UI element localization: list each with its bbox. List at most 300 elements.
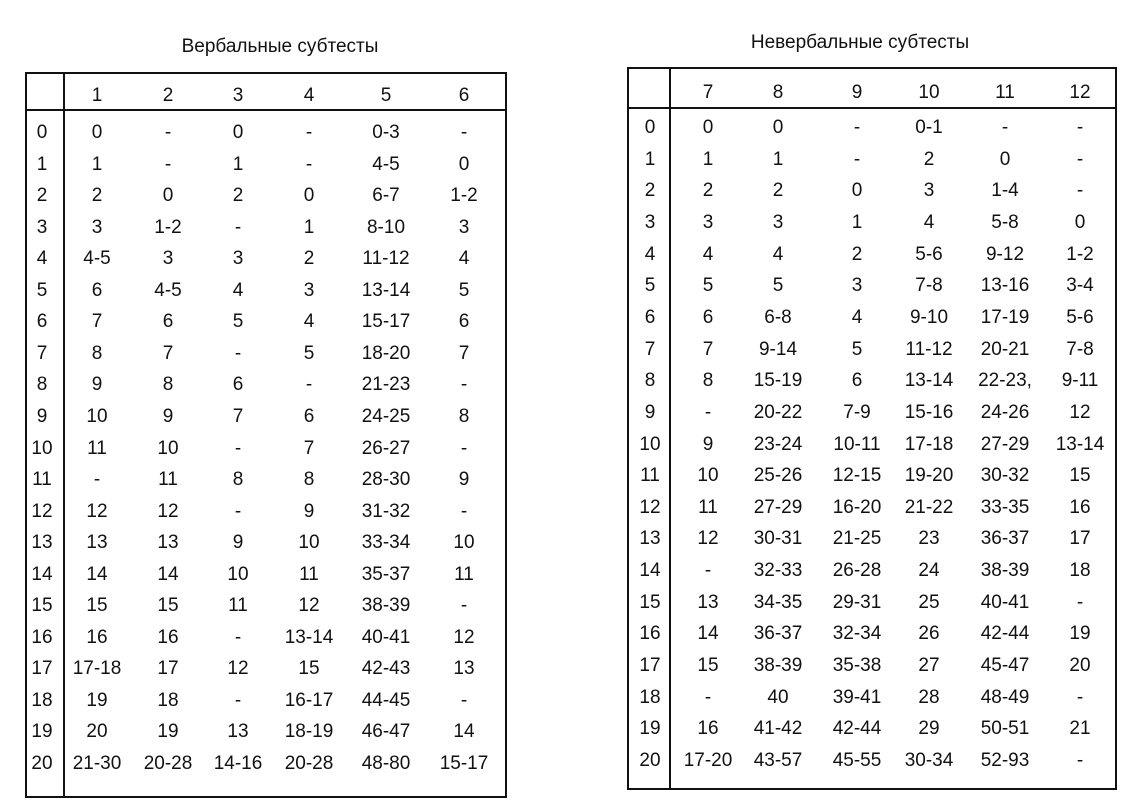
table-cell: 36-37 xyxy=(753,623,803,645)
table-cell: 0 xyxy=(458,153,470,175)
table-cell: 3 xyxy=(772,211,784,233)
table-cell: 8 xyxy=(91,342,103,364)
table-cell: 2 xyxy=(851,243,863,265)
row-label: 14 xyxy=(639,560,661,582)
table-cell: 2 xyxy=(702,180,714,202)
row-label: 3 xyxy=(644,211,656,233)
row-label: 20 xyxy=(639,750,661,771)
table-cell: 26 xyxy=(918,623,940,645)
table-cell: 5 xyxy=(772,275,784,297)
table-cell: 1 xyxy=(303,216,315,238)
column-header: 2 xyxy=(162,85,174,106)
table-cell: - xyxy=(164,153,172,175)
table-cell: 45-55 xyxy=(832,750,882,771)
table-cell: 4 xyxy=(303,311,315,333)
table-cell: 0 xyxy=(999,148,1011,170)
row-label: 3 xyxy=(36,216,48,238)
table-cell: 30-31 xyxy=(753,528,803,550)
nonverbal-subtests-table xyxy=(627,67,1117,790)
row-label: 1 xyxy=(36,153,48,175)
table-cell: 21-22 xyxy=(904,496,954,518)
table-cell: 10-11 xyxy=(833,433,881,455)
table-cell: 11 xyxy=(158,469,178,491)
row-label: 0 xyxy=(644,117,656,138)
table-cell: 13 xyxy=(697,591,719,613)
row-label: 6 xyxy=(36,311,48,333)
table-cell: 31-32 xyxy=(361,500,411,522)
table-cell: 0 xyxy=(162,185,174,207)
table-cell: - xyxy=(1076,117,1084,138)
table-cell: 12 xyxy=(1069,401,1091,423)
table-cell: 19-20 xyxy=(904,465,954,487)
row-label: 5 xyxy=(36,279,48,301)
table-cell: 16 xyxy=(697,718,719,740)
table-cell: 13 xyxy=(86,532,108,554)
table-cell: 35-38 xyxy=(832,655,882,677)
table-cell: 22-23, xyxy=(978,370,1032,392)
table-cell: 45-47 xyxy=(980,655,1030,677)
table-cell: 9 xyxy=(232,532,244,554)
row-label: 4 xyxy=(36,248,48,270)
row-label: 14 xyxy=(31,563,53,585)
table-cell: 20 xyxy=(86,721,108,743)
table-cell: 9 xyxy=(458,469,470,491)
table-cell: 6 xyxy=(162,311,174,333)
table-cell: - xyxy=(704,560,712,582)
table-cell: 15-16 xyxy=(904,401,954,423)
row-label: 7 xyxy=(36,342,48,364)
table-cell: 11 xyxy=(698,496,718,518)
table-cell: 26-27 xyxy=(361,437,411,459)
header-divider xyxy=(25,109,507,111)
row-label: 6 xyxy=(644,306,656,328)
table-cell: 10 xyxy=(453,532,475,554)
table-cell: 36-37 xyxy=(980,528,1030,550)
table-cell: 6-7 xyxy=(372,185,400,207)
table-cell: 27-29 xyxy=(753,496,803,518)
row-label: 16 xyxy=(31,626,53,648)
row-label: 10 xyxy=(31,437,53,459)
table-cell: 16 xyxy=(1069,496,1091,518)
table-cell: 17-18 xyxy=(904,433,954,455)
table-cell: 3-4 xyxy=(1066,275,1094,297)
table-cell: 7 xyxy=(303,437,315,459)
table-cell: 1 xyxy=(851,211,863,233)
table-cell: 28-30 xyxy=(361,469,411,491)
table-cell: - xyxy=(234,689,242,711)
table-cell: 15-19 xyxy=(753,370,803,392)
row-label: 8 xyxy=(36,374,48,396)
table-cell: - xyxy=(1076,686,1084,708)
table-cell: - xyxy=(460,122,468,143)
table-cell: 13-14 xyxy=(361,279,411,301)
table-cell: 0 xyxy=(303,185,315,207)
table-cell: 5 xyxy=(458,279,470,301)
table-cell: 0 xyxy=(232,122,244,143)
table-cell: 1-2 xyxy=(154,216,182,238)
verbal-subtests-title: Вербальные субтесты xyxy=(181,36,379,57)
row-label: 8 xyxy=(644,370,656,392)
table-cell: 48-49 xyxy=(980,686,1030,708)
table-cell: 15 xyxy=(86,595,108,617)
table-cell: 17-19 xyxy=(980,306,1030,328)
table-cell: 38-39 xyxy=(361,595,411,617)
table-cell: 5-6 xyxy=(915,243,943,265)
nonverbal-subtests-title: Невербальные субтесты xyxy=(750,32,970,53)
row-label: 2 xyxy=(644,180,656,202)
row-label: 5 xyxy=(644,275,656,297)
table-cell: 7 xyxy=(232,405,244,427)
table-cell: 33-35 xyxy=(980,496,1030,518)
table-cell: 1-2 xyxy=(1066,243,1094,265)
table-cell: 5 xyxy=(232,311,244,333)
table-cell: 18-20 xyxy=(361,342,411,364)
table-cell: 12-15 xyxy=(832,465,882,487)
table-cell: 10 xyxy=(86,405,108,427)
table-cell: 0-1 xyxy=(915,117,943,138)
table-cell: - xyxy=(460,374,468,396)
table-cell: 27-29 xyxy=(980,433,1030,455)
table-cell: 17 xyxy=(1069,528,1091,550)
table-cell: - xyxy=(460,595,468,617)
table-cell: 20 xyxy=(1069,655,1091,677)
table-cell: 4 xyxy=(923,211,935,233)
row-label-divider xyxy=(669,67,671,790)
table-cell: 40 xyxy=(767,686,789,708)
row-label: 17 xyxy=(31,658,53,680)
table-cell: 16 xyxy=(157,626,179,648)
table-cell: 7-8 xyxy=(1066,338,1094,360)
row-label: 11 xyxy=(640,465,660,487)
table-cell: - xyxy=(1001,117,1009,138)
row-label: 2 xyxy=(36,185,48,207)
table-cell: 8 xyxy=(232,469,244,491)
table-cell: 18-19 xyxy=(284,721,334,743)
table-cell: 8-10 xyxy=(366,216,406,238)
table-cell: 14 xyxy=(86,563,108,585)
table-cell: 0 xyxy=(91,122,103,143)
table-cell: 43-57 xyxy=(753,750,803,771)
table-cell: 38-39 xyxy=(980,560,1030,582)
table-cell: 21-30 xyxy=(72,753,122,774)
table-cell: 2 xyxy=(303,248,315,270)
table-cell: 35-37 xyxy=(361,563,411,585)
table-cell: 13-14 xyxy=(904,370,954,392)
table-cell: 42-43 xyxy=(361,658,411,680)
table-cell: - xyxy=(234,342,242,364)
table-cell: 7 xyxy=(458,342,470,364)
table-cell: 19 xyxy=(157,721,179,743)
table-cell: 4 xyxy=(232,279,244,301)
table-cell: 11 xyxy=(454,563,474,585)
table-cell: 11-12 xyxy=(905,338,953,360)
table-cell: - xyxy=(305,122,313,143)
column-header: 1 xyxy=(91,85,103,106)
row-label: 15 xyxy=(639,591,661,613)
column-header: 4 xyxy=(303,85,315,106)
table-cell: - xyxy=(1076,750,1084,771)
table-cell: - xyxy=(234,500,242,522)
table-cell: 42-44 xyxy=(980,623,1030,645)
table-cell: 4 xyxy=(772,243,784,265)
column-header: 9 xyxy=(851,82,863,103)
table-cell: - xyxy=(1076,180,1084,202)
table-cell: 9-12 xyxy=(985,243,1025,265)
table-cell: 19 xyxy=(1069,623,1091,645)
table-cell: 20-22 xyxy=(753,401,803,423)
table-cell: 3 xyxy=(91,216,103,238)
table-cell: 16 xyxy=(86,626,108,648)
table-cell: 12 xyxy=(453,626,475,648)
table-cell: 14 xyxy=(157,563,179,585)
table-cell: 17-20 xyxy=(683,750,733,771)
table-cell: 3 xyxy=(923,180,935,202)
table-cell: 11-12 xyxy=(362,248,410,270)
table-cell: 4-5 xyxy=(154,279,182,301)
row-label: 10 xyxy=(639,433,661,455)
table-cell: 1-2 xyxy=(450,185,478,207)
table-cell: 25 xyxy=(918,591,940,613)
table-cell: 8 xyxy=(162,374,174,396)
table-cell: 4 xyxy=(458,248,470,270)
table-cell: 15 xyxy=(157,595,179,617)
table-cell: 12 xyxy=(227,658,249,680)
column-header: 8 xyxy=(772,82,784,103)
verbal-subtests-table xyxy=(25,72,507,798)
table-cell: 10 xyxy=(227,563,249,585)
table-cell: - xyxy=(853,148,861,170)
table-cell: - xyxy=(460,689,468,711)
table-cell: 29-31 xyxy=(832,591,882,613)
table-cell: 9-10 xyxy=(909,306,949,328)
table-cell: - xyxy=(305,153,313,175)
row-label: 19 xyxy=(639,718,661,740)
table-cell: 12 xyxy=(86,500,108,522)
table-cell: 18 xyxy=(157,689,179,711)
header-divider xyxy=(627,107,1117,109)
table-cell: 10 xyxy=(697,465,719,487)
table-cell: 3 xyxy=(702,211,714,233)
table-cell: 21-25 xyxy=(832,528,882,550)
table-cell: - xyxy=(1076,591,1084,613)
table-cell: 9-11 xyxy=(1061,370,1099,392)
table-cell: - xyxy=(164,122,172,143)
table-cell: 7-9 xyxy=(843,401,871,423)
table-cell: 15 xyxy=(697,655,719,677)
column-header: 10 xyxy=(918,82,940,103)
table-cell: 9 xyxy=(303,500,315,522)
table-cell: 52-93 xyxy=(980,750,1030,771)
table-cell: 6 xyxy=(851,370,863,392)
table-cell: 9 xyxy=(162,405,174,427)
table-cell: 5 xyxy=(702,275,714,297)
row-label: 13 xyxy=(639,528,661,550)
table-cell: 4 xyxy=(851,306,863,328)
table-cell: 14 xyxy=(453,721,475,743)
table-cell: 13 xyxy=(453,658,475,680)
column-header: 12 xyxy=(1069,82,1091,103)
row-label: 9 xyxy=(644,401,656,423)
table-cell: 4-5 xyxy=(372,153,400,175)
table-cell: 0 xyxy=(702,117,714,138)
table-cell: 6 xyxy=(303,405,315,427)
table-cell: 44-45 xyxy=(361,689,411,711)
table-cell: 5 xyxy=(303,342,315,364)
table-cell: 8 xyxy=(303,469,315,491)
column-header: 11 xyxy=(995,82,1015,103)
table-cell: 3 xyxy=(303,279,315,301)
table-cell: 1-4 xyxy=(991,180,1019,202)
table-cell: 3 xyxy=(232,248,244,270)
table-cell: 24-26 xyxy=(980,401,1030,423)
table-cell: 26-28 xyxy=(832,560,882,582)
table-cell: 28 xyxy=(918,686,940,708)
table-cell: 32-34 xyxy=(832,623,882,645)
table-cell: 12 xyxy=(157,500,179,522)
table-cell: 15 xyxy=(1069,465,1091,487)
table-cell: - xyxy=(1076,148,1084,170)
table-cell: 20-21 xyxy=(980,338,1030,360)
table-cell: 9-14 xyxy=(758,338,798,360)
row-label: 0 xyxy=(36,122,48,143)
table-cell: 29 xyxy=(918,718,940,740)
table-cell: 30-32 xyxy=(980,465,1030,487)
table-cell: 25-26 xyxy=(753,465,803,487)
table-cell: 12 xyxy=(697,528,719,550)
table-cell: 13-14 xyxy=(284,626,334,648)
table-cell: 0 xyxy=(1074,211,1086,233)
table-cell: 3 xyxy=(458,216,470,238)
table-cell: 5-6 xyxy=(1066,306,1094,328)
row-label: 13 xyxy=(31,532,53,554)
table-cell: 1 xyxy=(772,148,784,170)
row-label: 11 xyxy=(32,469,52,491)
table-cell: 32-33 xyxy=(753,560,803,582)
table-cell: 3 xyxy=(851,275,863,297)
row-label: 17 xyxy=(639,655,661,677)
row-label: 7 xyxy=(644,338,656,360)
table-cell: 7 xyxy=(162,342,174,364)
table-cell: 34-35 xyxy=(753,591,803,613)
table-cell: 7-8 xyxy=(915,275,943,297)
table-cell: 7 xyxy=(702,338,714,360)
table-cell: 8 xyxy=(458,405,470,427)
table-cell: 2 xyxy=(91,185,103,207)
row-label: 15 xyxy=(31,595,53,617)
row-label: 12 xyxy=(639,496,661,518)
table-cell: 13 xyxy=(227,721,249,743)
table-cell: 6 xyxy=(232,374,244,396)
table-cell: 17 xyxy=(157,658,179,680)
table-cell: 6 xyxy=(702,306,714,328)
table-cell: 11 xyxy=(87,437,107,459)
row-label: 16 xyxy=(639,623,661,645)
table-cell: 18 xyxy=(1069,560,1091,582)
table-cell: 0 xyxy=(851,180,863,202)
table-cell: 48-80 xyxy=(361,753,411,774)
row-label: 12 xyxy=(31,500,53,522)
table-cell: 16-17 xyxy=(284,689,334,711)
row-label: 1 xyxy=(644,148,656,170)
table-cell: 16-20 xyxy=(832,496,882,518)
table-cell: 13 xyxy=(157,532,179,554)
table-cell: 1 xyxy=(232,153,244,175)
table-cell: 24-25 xyxy=(361,405,411,427)
table-cell: 14 xyxy=(697,623,719,645)
table-cell: - xyxy=(460,500,468,522)
table-cell: 23 xyxy=(918,528,940,550)
table-cell: 5 xyxy=(851,338,863,360)
table-cell: 2 xyxy=(232,185,244,207)
table-cell: 50-51 xyxy=(980,718,1030,740)
table-cell: - xyxy=(234,437,242,459)
row-label: 19 xyxy=(31,721,53,743)
row-label: 4 xyxy=(644,243,656,265)
table-cell: 38-39 xyxy=(753,655,803,677)
table-cell: 4-5 xyxy=(83,248,111,270)
table-cell: - xyxy=(853,117,861,138)
table-cell: 23-24 xyxy=(753,433,803,455)
table-cell: 6 xyxy=(458,311,470,333)
table-cell: 27 xyxy=(918,655,940,677)
table-cell: - xyxy=(305,374,313,396)
row-label: 9 xyxy=(36,405,48,427)
table-cell: 41-42 xyxy=(753,718,803,740)
table-cell: 15-17 xyxy=(361,311,411,333)
row-label: 20 xyxy=(31,753,53,774)
table-cell: 24 xyxy=(918,560,940,582)
table-cell: 6-8 xyxy=(764,306,792,328)
table-cell: 13-16 xyxy=(980,275,1030,297)
table-cell: 12 xyxy=(298,595,320,617)
table-cell: 40-41 xyxy=(980,591,1030,613)
column-header: 5 xyxy=(380,85,392,106)
table-cell: - xyxy=(704,686,712,708)
table-cell: 9 xyxy=(91,374,103,396)
table-cell: 11 xyxy=(228,595,248,617)
table-cell: - xyxy=(460,437,468,459)
table-cell: 1 xyxy=(91,153,103,175)
table-cell: - xyxy=(234,626,242,648)
table-cell: 21 xyxy=(1069,718,1091,740)
table-cell: 20-28 xyxy=(284,753,334,774)
table-cell: 40-41 xyxy=(361,626,411,648)
table-cell: 39-41 xyxy=(832,686,882,708)
table-cell: 2 xyxy=(772,180,784,202)
table-cell: 7 xyxy=(91,311,103,333)
table-cell: 20-28 xyxy=(143,753,193,774)
table-cell: 33-34 xyxy=(361,532,411,554)
table-cell: 42-44 xyxy=(832,718,882,740)
table-cell: 14-16 xyxy=(213,753,263,774)
table-cell: 6 xyxy=(91,279,103,301)
table-cell: 13-14 xyxy=(1055,433,1105,455)
table-cell: 10 xyxy=(157,437,179,459)
table-cell: - xyxy=(93,469,101,491)
row-label: 18 xyxy=(31,689,53,711)
table-cell: 21-23 xyxy=(361,374,411,396)
table-cell: 3 xyxy=(162,248,174,270)
table-cell: 15-17 xyxy=(439,753,489,774)
table-cell: 46-47 xyxy=(361,721,411,743)
table-cell: 17-18 xyxy=(72,658,122,680)
table-cell: 0-3 xyxy=(372,122,400,143)
table-cell: - xyxy=(234,216,242,238)
column-header: 6 xyxy=(458,85,470,106)
table-cell: 15 xyxy=(298,658,320,680)
table-cell: 30-34 xyxy=(904,750,954,771)
table-cell: 0 xyxy=(772,117,784,138)
